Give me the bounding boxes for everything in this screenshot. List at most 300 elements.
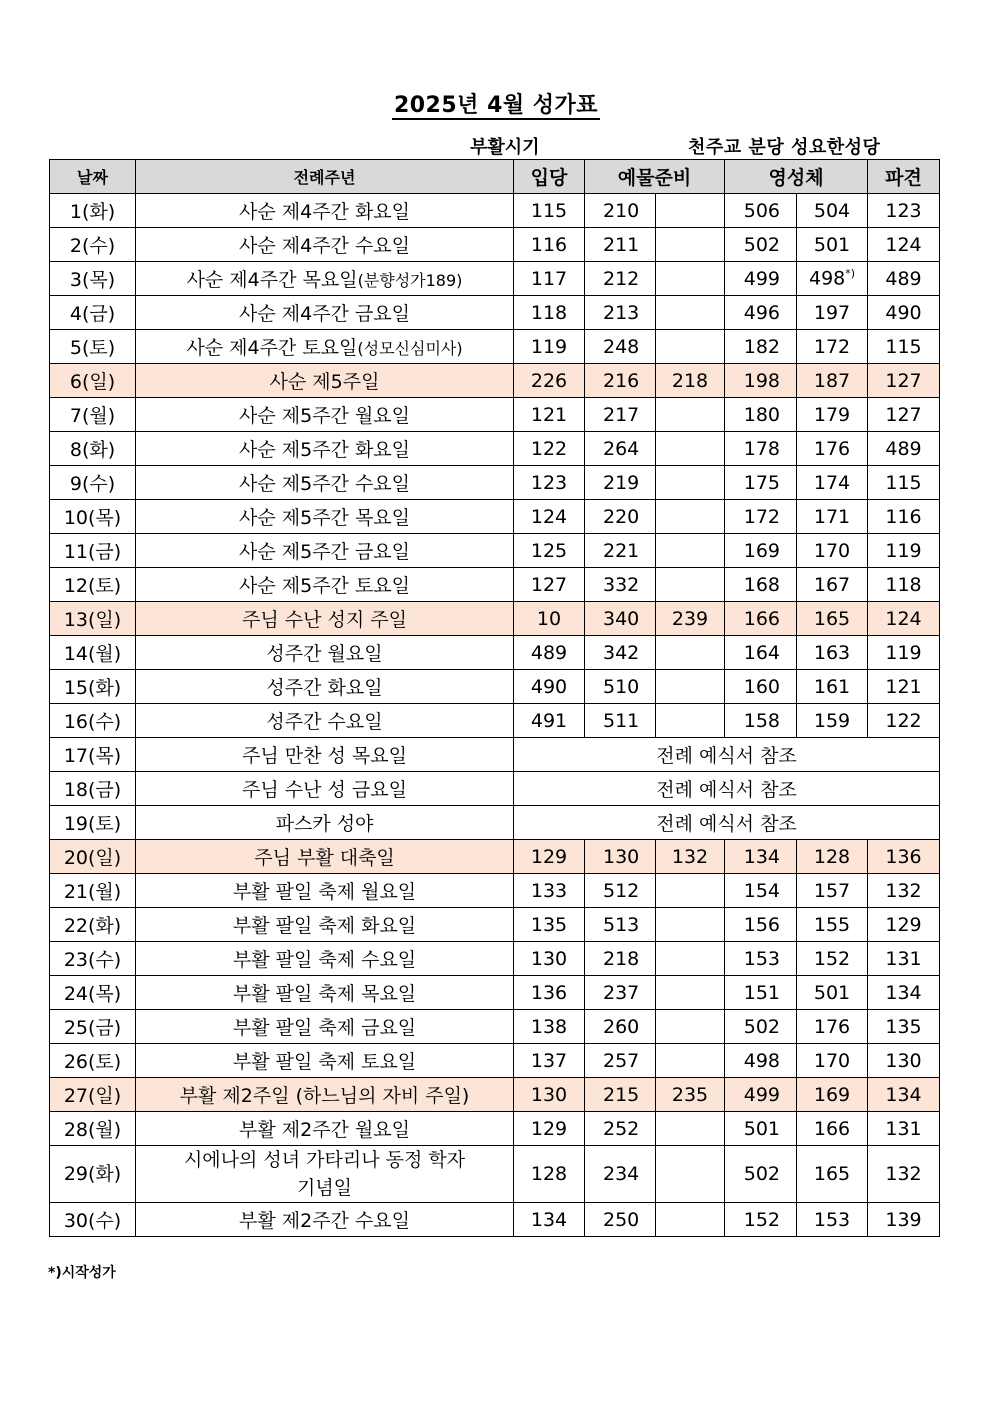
cell-offertory-2 xyxy=(656,1010,725,1044)
cell-communion-2 xyxy=(797,1078,868,1112)
liturgy-name: 시에나의 성녀 가타리나 동정 학자 xyxy=(183,1149,466,1171)
cell-offertory-2 xyxy=(656,432,725,466)
liturgy-name: 주님 부활 대축일 xyxy=(254,847,395,869)
cell-offertory-1: 221 xyxy=(585,534,656,568)
cell-offertory-1: 248 xyxy=(585,330,656,364)
header-date: 날짜 xyxy=(50,160,136,194)
cell-liturgy xyxy=(136,1010,514,1044)
cell-liturgy xyxy=(136,908,514,942)
liturgy-name: 사순 제5주간 금요일 xyxy=(239,541,410,563)
cell-dismissal: 490 xyxy=(868,296,940,330)
communion-2-value: 167 xyxy=(813,573,851,596)
header-liturgy: 전례주년 xyxy=(136,160,514,194)
cell-date: 30(수) xyxy=(50,1203,136,1237)
cell-communion-2 xyxy=(797,432,868,466)
liturgy-name: 사순 제5주간 토요일 xyxy=(239,575,410,597)
cell-offertory-2 xyxy=(656,1044,725,1078)
cell-communion-2 xyxy=(797,1010,868,1044)
cell-offertory-1: 513 xyxy=(585,908,656,942)
cell-entrance: 116 xyxy=(514,228,585,262)
cell-dismissal: 118 xyxy=(868,568,940,602)
page-title xyxy=(0,88,992,119)
cell-date: 2(수) xyxy=(50,228,136,262)
cell-offertory-1: 511 xyxy=(585,704,656,738)
cell-dismissal: 134 xyxy=(868,976,940,1010)
table-row xyxy=(50,1010,940,1044)
cell-liturgy xyxy=(136,228,514,262)
cell-liturgy xyxy=(136,772,514,806)
cell-communion-2 xyxy=(797,228,868,262)
cell-entrance: 130 xyxy=(514,942,585,976)
cell-date: 25(금) xyxy=(50,1010,136,1044)
cell-dismissal: 123 xyxy=(868,194,940,228)
cell-liturgy xyxy=(136,1146,514,1203)
liturgy-name: 사순 제4주간 화요일 xyxy=(239,201,410,223)
table-row xyxy=(50,194,940,228)
cell-offertory-2 xyxy=(656,704,725,738)
liturgy-name: 주님 만찬 성 목요일 xyxy=(242,745,407,767)
cell-entrance: 136 xyxy=(514,976,585,1010)
cell-offertory-1: 332 xyxy=(585,568,656,602)
table-row xyxy=(50,840,940,874)
liturgy-name: 부활 제2주간 수요일 xyxy=(239,1210,410,1232)
table-row xyxy=(50,704,940,738)
cell-communion-1: 164 xyxy=(725,636,797,670)
cell-offertory-1: 260 xyxy=(585,1010,656,1044)
cell-offertory-1: 257 xyxy=(585,1044,656,1078)
cell-offertory-2 xyxy=(656,534,725,568)
cell-liturgy xyxy=(136,840,514,874)
communion-2-value: 501 xyxy=(813,233,851,256)
cell-date: 24(목) xyxy=(50,976,136,1010)
cell-offertory-1: 211 xyxy=(585,228,656,262)
cell-offertory-1: 512 xyxy=(585,874,656,908)
table-row xyxy=(50,874,940,908)
communion-2-value: 155 xyxy=(813,913,851,936)
cell-offertory-2 xyxy=(656,636,725,670)
cell-entrance: 119 xyxy=(514,330,585,364)
liturgy-name: 사순 제4주간 금요일 xyxy=(239,303,410,325)
cell-communion-1: 158 xyxy=(725,704,797,738)
cell-liturgy xyxy=(136,262,514,296)
table-row xyxy=(50,568,940,602)
cell-communion-1: 156 xyxy=(725,908,797,942)
cell-merged-note: 전례 예식서 참조 xyxy=(514,806,940,840)
cell-date: 9(수) xyxy=(50,466,136,500)
liturgy-name: 부활 팔일 축제 월요일 xyxy=(232,881,417,903)
liturgy-name: 부활 제2주간 월요일 xyxy=(239,1119,410,1141)
cell-entrance: 490 xyxy=(514,670,585,704)
table-row xyxy=(50,976,940,1010)
table-row xyxy=(50,772,940,806)
communion-2-value: 174 xyxy=(813,471,851,494)
communion-2-value: 179 xyxy=(813,403,851,426)
communion-2-value: 170 xyxy=(813,1049,851,1072)
cell-communion-1: 178 xyxy=(725,432,797,466)
cell-dismissal: 139 xyxy=(868,1203,940,1237)
liturgy-name: 사순 제5주간 목요일 xyxy=(239,507,410,529)
cell-dismissal: 124 xyxy=(868,602,940,636)
cell-dismissal: 122 xyxy=(868,704,940,738)
cell-date: 10(목) xyxy=(50,500,136,534)
cell-dismissal: 121 xyxy=(868,670,940,704)
footnote: *)시작성가 xyxy=(48,1265,116,1281)
cell-date: 21(월) xyxy=(50,874,136,908)
cell-offertory-1: 216 xyxy=(585,364,656,398)
page-title-text: 2025년 4월 성가표 xyxy=(393,93,599,118)
liturgy-name: 부활 팔일 축제 화요일 xyxy=(232,915,417,937)
cell-communion-2 xyxy=(797,398,868,432)
cell-communion-1: 501 xyxy=(725,1112,797,1146)
cell-offertory-2 xyxy=(656,262,725,296)
opening-hymn-mark: *) xyxy=(845,267,856,281)
liturgy-name: 부활 팔일 축제 토요일 xyxy=(232,1051,417,1073)
cell-dismissal: 131 xyxy=(868,1112,940,1146)
cell-dismissal: 132 xyxy=(868,874,940,908)
liturgy-name: 사순 제4주간 토요일 xyxy=(186,337,358,359)
cell-liturgy xyxy=(136,806,514,840)
cell-liturgy xyxy=(136,364,514,398)
liturgy-name: 사순 제5주일 xyxy=(269,371,380,393)
season-label: 부활시기 xyxy=(470,137,540,158)
cell-liturgy xyxy=(136,568,514,602)
communion-2-value: 187 xyxy=(813,369,851,392)
cell-liturgy xyxy=(136,534,514,568)
table-row xyxy=(50,1203,940,1237)
cell-communion-1: 166 xyxy=(725,602,797,636)
cell-entrance: 122 xyxy=(514,432,585,466)
cell-dismissal: 115 xyxy=(868,466,940,500)
cell-communion-2 xyxy=(797,500,868,534)
liturgy-note: (성모신심미사) xyxy=(357,339,463,358)
cell-date: 5(토) xyxy=(50,330,136,364)
communion-2-value: 176 xyxy=(813,1015,851,1038)
header-dismissal: 파견 xyxy=(868,160,940,194)
cell-offertory-2 xyxy=(656,228,725,262)
cell-date: 27(일) xyxy=(50,1078,136,1112)
cell-offertory-2 xyxy=(656,398,725,432)
communion-2-value: 152 xyxy=(813,947,851,970)
cell-dismissal: 124 xyxy=(868,228,940,262)
cell-date: 14(월) xyxy=(50,636,136,670)
cell-date: 6(일) xyxy=(50,364,136,398)
cell-liturgy xyxy=(136,942,514,976)
cell-date: 8(화) xyxy=(50,432,136,466)
liturgy-name: 파스카 성야 xyxy=(275,813,374,835)
cell-communion-1: 496 xyxy=(725,296,797,330)
cell-liturgy xyxy=(136,874,514,908)
cell-communion-1: 168 xyxy=(725,568,797,602)
cell-offertory-1: 510 xyxy=(585,670,656,704)
communion-2-value: 157 xyxy=(813,879,851,902)
header-entrance: 입당 xyxy=(514,160,585,194)
cell-merged-note: 전례 예식서 참조 xyxy=(514,772,940,806)
cell-communion-2 xyxy=(797,670,868,704)
table-row xyxy=(50,1078,940,1112)
cell-entrance: 127 xyxy=(514,568,585,602)
cell-communion-2 xyxy=(797,874,868,908)
table-row xyxy=(50,738,940,772)
cell-communion-1: 506 xyxy=(725,194,797,228)
table-row xyxy=(50,228,940,262)
cell-entrance: 117 xyxy=(514,262,585,296)
cell-communion-1: 502 xyxy=(725,228,797,262)
liturgy-name: 주님 수난 성 금요일 xyxy=(242,779,407,801)
cell-dismissal: 127 xyxy=(868,398,940,432)
cell-entrance: 128 xyxy=(514,1146,585,1203)
table-row xyxy=(50,908,940,942)
cell-liturgy xyxy=(136,704,514,738)
table-row xyxy=(50,262,940,296)
cell-date: 3(목) xyxy=(50,262,136,296)
liturgy-name: 사순 제4주간 수요일 xyxy=(239,235,410,257)
cell-communion-2 xyxy=(797,1112,868,1146)
hymn-table xyxy=(49,159,940,1237)
cell-communion-1: 182 xyxy=(725,330,797,364)
cell-merged-note: 전례 예식서 참조 xyxy=(514,738,940,772)
communion-2-value: 170 xyxy=(813,539,851,562)
liturgy-name: 사순 제5주간 월요일 xyxy=(239,405,410,427)
cell-dismissal: 119 xyxy=(868,534,940,568)
cell-communion-1: 502 xyxy=(725,1010,797,1044)
table-row xyxy=(50,330,940,364)
cell-communion-1: 151 xyxy=(725,976,797,1010)
cell-offertory-1: 252 xyxy=(585,1112,656,1146)
cell-date: 15(화) xyxy=(50,670,136,704)
cell-dismissal: 489 xyxy=(868,262,940,296)
table-row xyxy=(50,806,940,840)
liturgy-name-line2: 기념일 xyxy=(296,1177,353,1199)
cell-offertory-2: 218 xyxy=(656,364,725,398)
liturgy-name: 주님 수난 성지 주일 xyxy=(242,609,407,631)
cell-offertory-2 xyxy=(656,942,725,976)
cell-dismissal: 116 xyxy=(868,500,940,534)
cell-dismissal: 134 xyxy=(868,1078,940,1112)
cell-entrance: 115 xyxy=(514,194,585,228)
communion-2-value: 501 xyxy=(813,981,851,1004)
communion-2-value: 171 xyxy=(813,505,851,528)
cell-offertory-1: 218 xyxy=(585,942,656,976)
cell-liturgy xyxy=(136,398,514,432)
cell-communion-2 xyxy=(797,296,868,330)
cell-entrance: 125 xyxy=(514,534,585,568)
cell-communion-1: 502 xyxy=(725,1146,797,1203)
cell-communion-1: 169 xyxy=(725,534,797,568)
cell-date: 1(화) xyxy=(50,194,136,228)
cell-entrance: 135 xyxy=(514,908,585,942)
cell-communion-2 xyxy=(797,568,868,602)
cell-communion-2 xyxy=(797,636,868,670)
cell-offertory-1: 215 xyxy=(585,1078,656,1112)
cell-liturgy xyxy=(136,1112,514,1146)
table-row xyxy=(50,296,940,330)
parish-label: 천주교 분당 성요한성당 xyxy=(688,137,881,158)
communion-2-value: 197 xyxy=(813,301,851,324)
cell-liturgy xyxy=(136,432,514,466)
cell-offertory-2 xyxy=(656,296,725,330)
cell-entrance: 489 xyxy=(514,636,585,670)
table-row xyxy=(50,364,940,398)
cell-communion-2 xyxy=(797,976,868,1010)
table-row xyxy=(50,602,940,636)
cell-offertory-1: 219 xyxy=(585,466,656,500)
cell-communion-2 xyxy=(797,262,868,296)
cell-communion-1: 154 xyxy=(725,874,797,908)
communion-2-value: 165 xyxy=(813,607,851,630)
communion-2-value: 163 xyxy=(813,641,851,664)
cell-communion-2 xyxy=(797,840,868,874)
liturgy-name: 사순 제5주간 화요일 xyxy=(239,439,410,461)
cell-communion-2 xyxy=(797,1044,868,1078)
cell-liturgy xyxy=(136,1044,514,1078)
cell-communion-2 xyxy=(797,908,868,942)
header-offertory: 예물준비 xyxy=(585,160,725,194)
table-row xyxy=(50,466,940,500)
cell-offertory-1: 212 xyxy=(585,262,656,296)
cell-date: 29(화) xyxy=(50,1146,136,1203)
cell-dismissal: 129 xyxy=(868,908,940,942)
cell-date: 11(금) xyxy=(50,534,136,568)
table-row xyxy=(50,942,940,976)
cell-communion-2 xyxy=(797,534,868,568)
communion-2-value: 504 xyxy=(813,199,851,222)
cell-entrance: 133 xyxy=(514,874,585,908)
cell-entrance: 10 xyxy=(514,602,585,636)
cell-communion-2 xyxy=(797,194,868,228)
cell-liturgy xyxy=(136,330,514,364)
cell-communion-1: 499 xyxy=(725,262,797,296)
cell-offertory-2 xyxy=(656,1112,725,1146)
cell-liturgy xyxy=(136,602,514,636)
cell-communion-2 xyxy=(797,704,868,738)
cell-dismissal: 127 xyxy=(868,364,940,398)
cell-communion-2 xyxy=(797,364,868,398)
cell-entrance: 129 xyxy=(514,840,585,874)
communion-2-value: 498 xyxy=(808,267,846,290)
cell-offertory-2 xyxy=(656,874,725,908)
cell-communion-1: 198 xyxy=(725,364,797,398)
cell-entrance: 138 xyxy=(514,1010,585,1044)
cell-entrance: 226 xyxy=(514,364,585,398)
cell-offertory-1: 220 xyxy=(585,500,656,534)
communion-2-value: 159 xyxy=(813,709,851,732)
cell-date: 7(월) xyxy=(50,398,136,432)
cell-liturgy xyxy=(136,636,514,670)
cell-offertory-2: 235 xyxy=(656,1078,725,1112)
cell-offertory-2 xyxy=(656,330,725,364)
cell-dismissal: 489 xyxy=(868,432,940,466)
table-row xyxy=(50,636,940,670)
cell-date: 16(수) xyxy=(50,704,136,738)
cell-offertory-1: 210 xyxy=(585,194,656,228)
cell-entrance: 134 xyxy=(514,1203,585,1237)
cell-communion-1: 153 xyxy=(725,942,797,976)
cell-offertory-1: 213 xyxy=(585,296,656,330)
cell-entrance: 124 xyxy=(514,500,585,534)
communion-2-value: 169 xyxy=(813,1083,851,1106)
cell-offertory-2 xyxy=(656,976,725,1010)
liturgy-note: (분향성가189) xyxy=(357,271,463,290)
table-row xyxy=(50,534,940,568)
cell-date: 20(일) xyxy=(50,840,136,874)
cell-offertory-2 xyxy=(656,1146,725,1203)
table-row xyxy=(50,398,940,432)
communion-2-value: 172 xyxy=(813,335,851,358)
cell-offertory-1: 342 xyxy=(585,636,656,670)
cell-offertory-1: 237 xyxy=(585,976,656,1010)
communion-2-value: 161 xyxy=(813,675,851,698)
liturgy-name: 사순 제4주간 목요일 xyxy=(186,269,358,291)
cell-entrance: 123 xyxy=(514,466,585,500)
communion-2-value: 166 xyxy=(813,1117,851,1140)
cell-dismissal: 115 xyxy=(868,330,940,364)
cell-communion-1: 498 xyxy=(725,1044,797,1078)
cell-dismissal: 131 xyxy=(868,942,940,976)
communion-2-value: 176 xyxy=(813,437,851,460)
cell-communion-2 xyxy=(797,942,868,976)
cell-dismissal: 119 xyxy=(868,636,940,670)
cell-communion-1: 160 xyxy=(725,670,797,704)
cell-dismissal: 135 xyxy=(868,1010,940,1044)
cell-offertory-2 xyxy=(656,568,725,602)
cell-date: 28(월) xyxy=(50,1112,136,1146)
liturgy-name: 부활 팔일 축제 목요일 xyxy=(232,983,417,1005)
table-row xyxy=(50,1044,940,1078)
cell-communion-1: 134 xyxy=(725,840,797,874)
cell-offertory-1: 250 xyxy=(585,1203,656,1237)
liturgy-name: 부활 팔일 축제 금요일 xyxy=(232,1017,417,1039)
liturgy-name: 성주간 수요일 xyxy=(266,711,383,733)
cell-liturgy xyxy=(136,466,514,500)
cell-offertory-2: 132 xyxy=(656,840,725,874)
table-body xyxy=(50,194,940,1237)
cell-liturgy xyxy=(136,296,514,330)
cell-communion-1: 175 xyxy=(725,466,797,500)
communion-2-value: 165 xyxy=(813,1163,851,1185)
cell-date: 4(금) xyxy=(50,296,136,330)
cell-liturgy xyxy=(136,1078,514,1112)
communion-2-value: 153 xyxy=(813,1208,851,1231)
cell-offertory-2 xyxy=(656,466,725,500)
cell-entrance: 130 xyxy=(514,1078,585,1112)
cell-communion-2 xyxy=(797,602,868,636)
cell-entrance: 491 xyxy=(514,704,585,738)
cell-liturgy xyxy=(136,194,514,228)
liturgy-name: 부활 팔일 축제 수요일 xyxy=(232,949,417,971)
cell-offertory-1: 340 xyxy=(585,602,656,636)
cell-liturgy xyxy=(136,1203,514,1237)
table-row xyxy=(50,1146,940,1203)
cell-liturgy xyxy=(136,670,514,704)
liturgy-name: 사순 제5주간 수요일 xyxy=(239,473,410,495)
cell-date: 19(토) xyxy=(50,806,136,840)
table-row xyxy=(50,1112,940,1146)
cell-communion-2 xyxy=(797,330,868,364)
cell-communion-2 xyxy=(797,1203,868,1237)
cell-offertory-2 xyxy=(656,1203,725,1237)
cell-liturgy xyxy=(136,976,514,1010)
liturgy-name: 성주간 월요일 xyxy=(266,643,383,665)
cell-entrance: 121 xyxy=(514,398,585,432)
cell-offertory-2 xyxy=(656,500,725,534)
table-header-row xyxy=(50,160,940,194)
cell-date: 22(화) xyxy=(50,908,136,942)
liturgy-name: 성주간 화요일 xyxy=(266,677,383,699)
communion-2-value: 128 xyxy=(813,845,851,868)
cell-dismissal: 130 xyxy=(868,1044,940,1078)
table-row xyxy=(50,432,940,466)
cell-communion-1: 152 xyxy=(725,1203,797,1237)
